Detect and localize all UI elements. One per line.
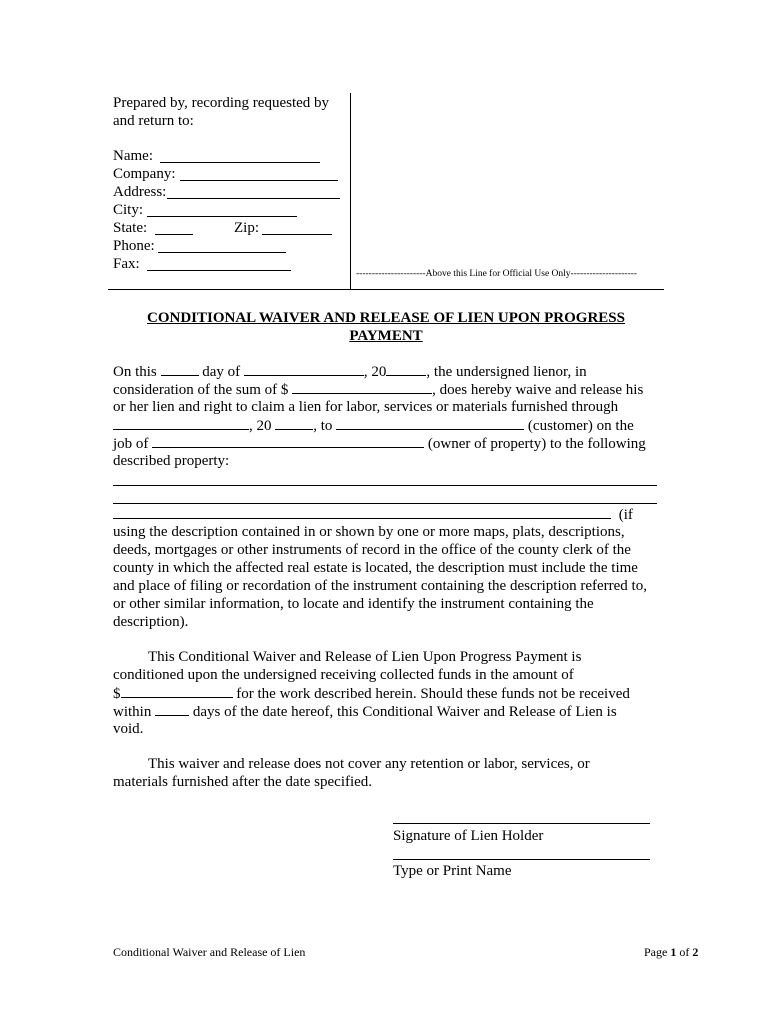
- signature-label: Signature of Lien Holder: [393, 828, 544, 844]
- owner-field[interactable]: [152, 434, 424, 448]
- through-year-field[interactable]: [275, 416, 313, 430]
- p1-line3: or her lien and right to claim a lien for labor, services or materials furnished through: [113, 399, 619, 415]
- p2-line3: $ for the work described herein. Should these funds not be received: [113, 686, 630, 702]
- title-line1: CONDITIONAL WAIVER AND RELEASE OF LIEN UPON PROGRESS: [146, 310, 625, 326]
- p1-line2: consideration of the sum of $ , does hereby waive and release his: [113, 382, 644, 398]
- paragraph-2: [113, 648, 630, 738]
- sum-field[interactable]: [292, 380, 432, 394]
- official-use-line: ----------------------Above this Line for Official Use Only---------------------: [356, 269, 637, 279]
- city-field[interactable]: [147, 216, 297, 217]
- p2-line1: This Conditional Waiver and Release of Lien Upon Progress Payment is: [148, 649, 582, 665]
- paragraph-1: [113, 362, 646, 470]
- print-name-line[interactable]: [393, 859, 650, 860]
- header-divider-vertical: [350, 93, 351, 289]
- p1-if-line: (if: [113, 505, 647, 523]
- customer-field[interactable]: [336, 416, 524, 430]
- p1-place: and place of filing or recordation of the instrument containing the description referred to,: [113, 578, 647, 594]
- footer-title: Conditional Waiver and Release of Lien: [113, 945, 306, 959]
- p1-line4: , 20 , to (customer) on the: [113, 416, 646, 434]
- p1-county: county in which the affected real estate is located, the description must include the time: [113, 560, 638, 576]
- amount-field[interactable]: [121, 684, 233, 698]
- zip-label: Zip:: [234, 220, 259, 236]
- prepared-by-line1: Prepared by, recording requested by: [113, 95, 330, 111]
- property-line-1[interactable]: [113, 485, 657, 486]
- year-field[interactable]: [386, 362, 426, 376]
- p3-line1: This waiver and release does not cover any retention or labor, services, or: [148, 756, 590, 772]
- state-label: State:: [113, 220, 148, 236]
- days-field[interactable]: [155, 702, 189, 716]
- company-label: Company:: [113, 166, 176, 182]
- p2-line4: within days of the date hereof, this Conditional Waiver and Release of Lien is: [113, 704, 617, 720]
- header-divider-horizontal: [108, 289, 664, 290]
- state-field[interactable]: [155, 234, 193, 235]
- p1-deeds: deeds, mortgages or other instruments of record in the office of the county clerk of the: [113, 542, 631, 558]
- prepared-by-line2: and return to:: [113, 113, 194, 129]
- p1-using: using the description contained in or shown by one or more maps, plats, descriptions,: [113, 524, 625, 540]
- day-field[interactable]: [161, 362, 199, 376]
- property-line-3[interactable]: [113, 505, 611, 519]
- through-date-field[interactable]: [113, 416, 249, 430]
- print-name-label: Type or Print Name: [393, 863, 512, 879]
- p2-void: void.: [113, 721, 144, 737]
- page-number: Page 1 of 2: [644, 945, 699, 959]
- p2-line2: conditioned upon the undersigned receiving collected funds in the amount of: [113, 667, 574, 683]
- paragraph-3: [113, 755, 590, 791]
- title-line2: PAYMENT: [349, 328, 423, 344]
- company-field[interactable]: [180, 180, 338, 181]
- p1-line6: described property:: [113, 453, 230, 469]
- p1-line1: On this day of , 20 , the undersigned lienor, in: [113, 364, 587, 380]
- property-line-2[interactable]: [113, 503, 657, 504]
- phone-label: Phone:: [113, 238, 155, 254]
- month-field[interactable]: [244, 362, 364, 376]
- fax-label: Fax:: [113, 256, 140, 272]
- address-field[interactable]: [167, 198, 340, 199]
- p1-other: or other similar information, to locate and identify the instrument containing the: [113, 596, 594, 612]
- p3-line2: materials furnished after the date specified.: [113, 774, 373, 790]
- p1-line5: job of (owner of property) to the following: [113, 436, 646, 452]
- paragraph-1-continued: [113, 505, 647, 631]
- p1-description-end: description).: [113, 614, 189, 630]
- document-title: [108, 309, 664, 345]
- zip-field[interactable]: [262, 234, 332, 235]
- signature-line[interactable]: [393, 823, 650, 824]
- city-label: City:: [113, 202, 144, 218]
- phone-field[interactable]: [158, 252, 286, 253]
- name-label: Name:: [113, 148, 153, 164]
- fax-field[interactable]: [147, 270, 291, 271]
- name-field[interactable]: [160, 162, 320, 163]
- address-label: Address:: [113, 184, 167, 200]
